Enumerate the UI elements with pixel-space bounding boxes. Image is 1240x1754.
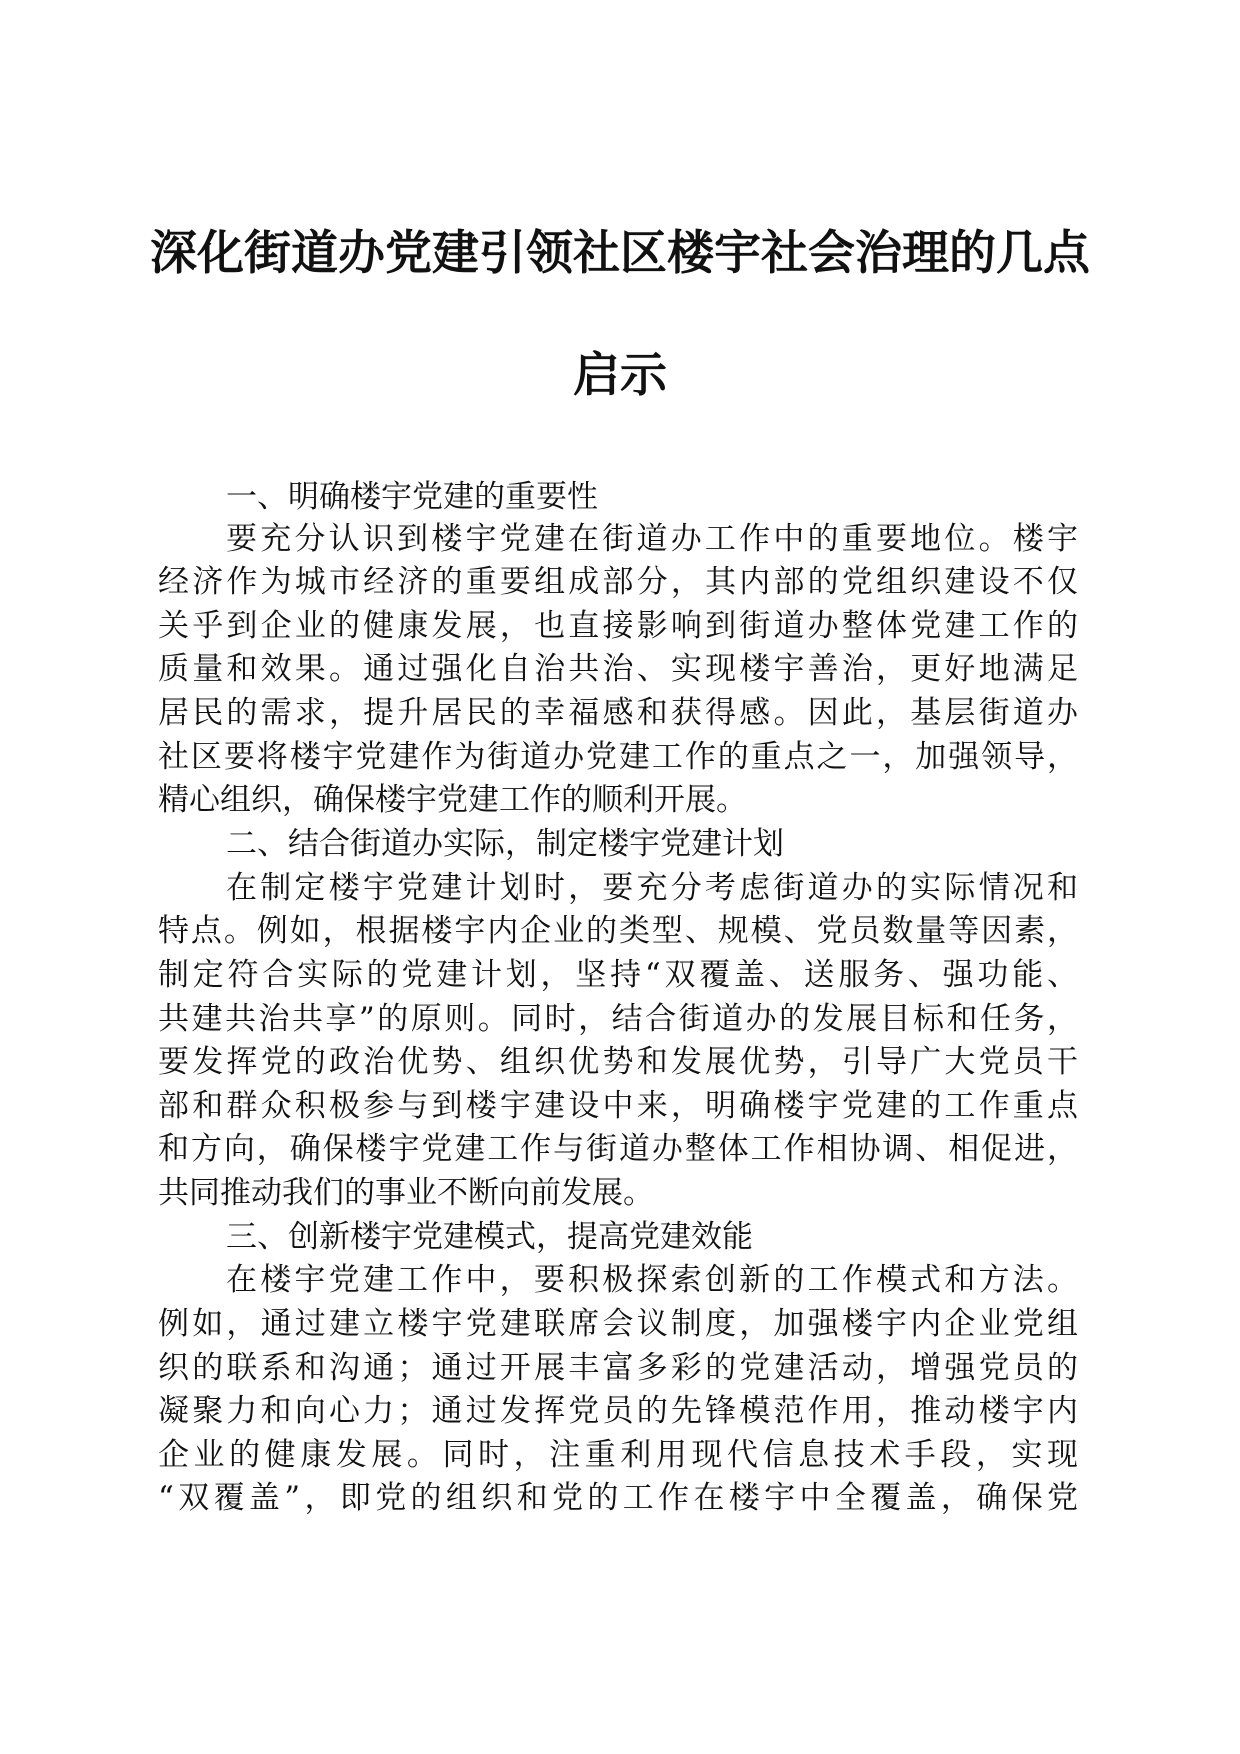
section-heading-1: 一、明确楼宇党建的重要性 (226, 479, 598, 515)
paragraph-line: 例如，通过建立楼宇党建联席会议制度，加强楼宇内企业党组 (158, 1306, 1078, 1342)
paragraph-line: 社区要将楼宇党建作为街道办党建工作的重点之一，加强领导， (158, 739, 1078, 775)
paragraph-line: 关乎到企业的健康发展，也直接影响到街道办整体党建工作的 (158, 608, 1078, 644)
paragraph-line: 织的联系和沟通；通过开展丰富多彩的党建活动，增强党员的 (158, 1350, 1078, 1386)
document-title-line-2: 启示 (573, 348, 667, 403)
paragraph-line: 共同推动我们的事业不断向前发展。 (158, 1175, 654, 1211)
paragraph-line: 经济作为城市经济的重要组成部分，其内部的党组织建设不仅 (158, 564, 1078, 600)
paragraph-line: 在制定楼宇党建计划时，要充分考虑街道办的实际情况和 (226, 870, 1078, 906)
paragraph-line: 特点。例如，根据楼宇内企业的类型、规模、党员数量等因素， (158, 913, 1078, 949)
paragraph-line: 在楼宇党建工作中，要积极探索创新的工作模式和方法。 (226, 1262, 1078, 1298)
section-heading-2: 二、结合街道办实际，制定楼宇党建计划 (226, 826, 784, 862)
paragraph-line: 和方向，确保楼宇党建工作与街道办整体工作相协调、相促进， (158, 1131, 1078, 1167)
section-heading-3: 三、创新楼宇党建模式，提高党建效能 (226, 1219, 753, 1255)
paragraph-line: 制定符合实际的党建计划，坚持“双覆盖、送服务、强功能、 (158, 957, 1078, 993)
paragraph-line: 质量和效果。通过强化自治共治、实现楼宇善治，更好地满足 (158, 651, 1078, 687)
paragraph-line: 要发挥党的政治优势、组织优势和发展优势，引导广大党员干 (158, 1044, 1078, 1080)
paragraph-line: 企业的健康发展。同时，注重利用现代信息技术手段，实现 (158, 1437, 1078, 1473)
document-title-line-1: 深化街道办党建引领社区楼宇社会治理的几点 (150, 226, 1090, 281)
paragraph-line: “双覆盖”，即党的组织和党的工作在楼宇中全覆盖，确保党 (158, 1480, 1078, 1516)
paragraph-line: 共建共治共享”的原则。同时，结合街道办的发展目标和任务， (158, 1001, 1078, 1037)
paragraph-line: 凝聚力和向心力；通过发挥党员的先锋模范作用，推动楼宇内 (158, 1393, 1078, 1429)
paragraph-line: 要充分认识到楼宇党建在街道办工作中的重要地位。楼宇 (226, 521, 1078, 557)
paragraph-line: 居民的需求，提升居民的幸福感和获得感。因此，基层街道办 (158, 695, 1078, 731)
paragraph-line: 部和群众积极参与到楼宇建设中来，明确楼宇党建的工作重点 (158, 1088, 1078, 1124)
paragraph-line: 精心组织，确保楼宇党建工作的顺利开展。 (158, 782, 747, 818)
